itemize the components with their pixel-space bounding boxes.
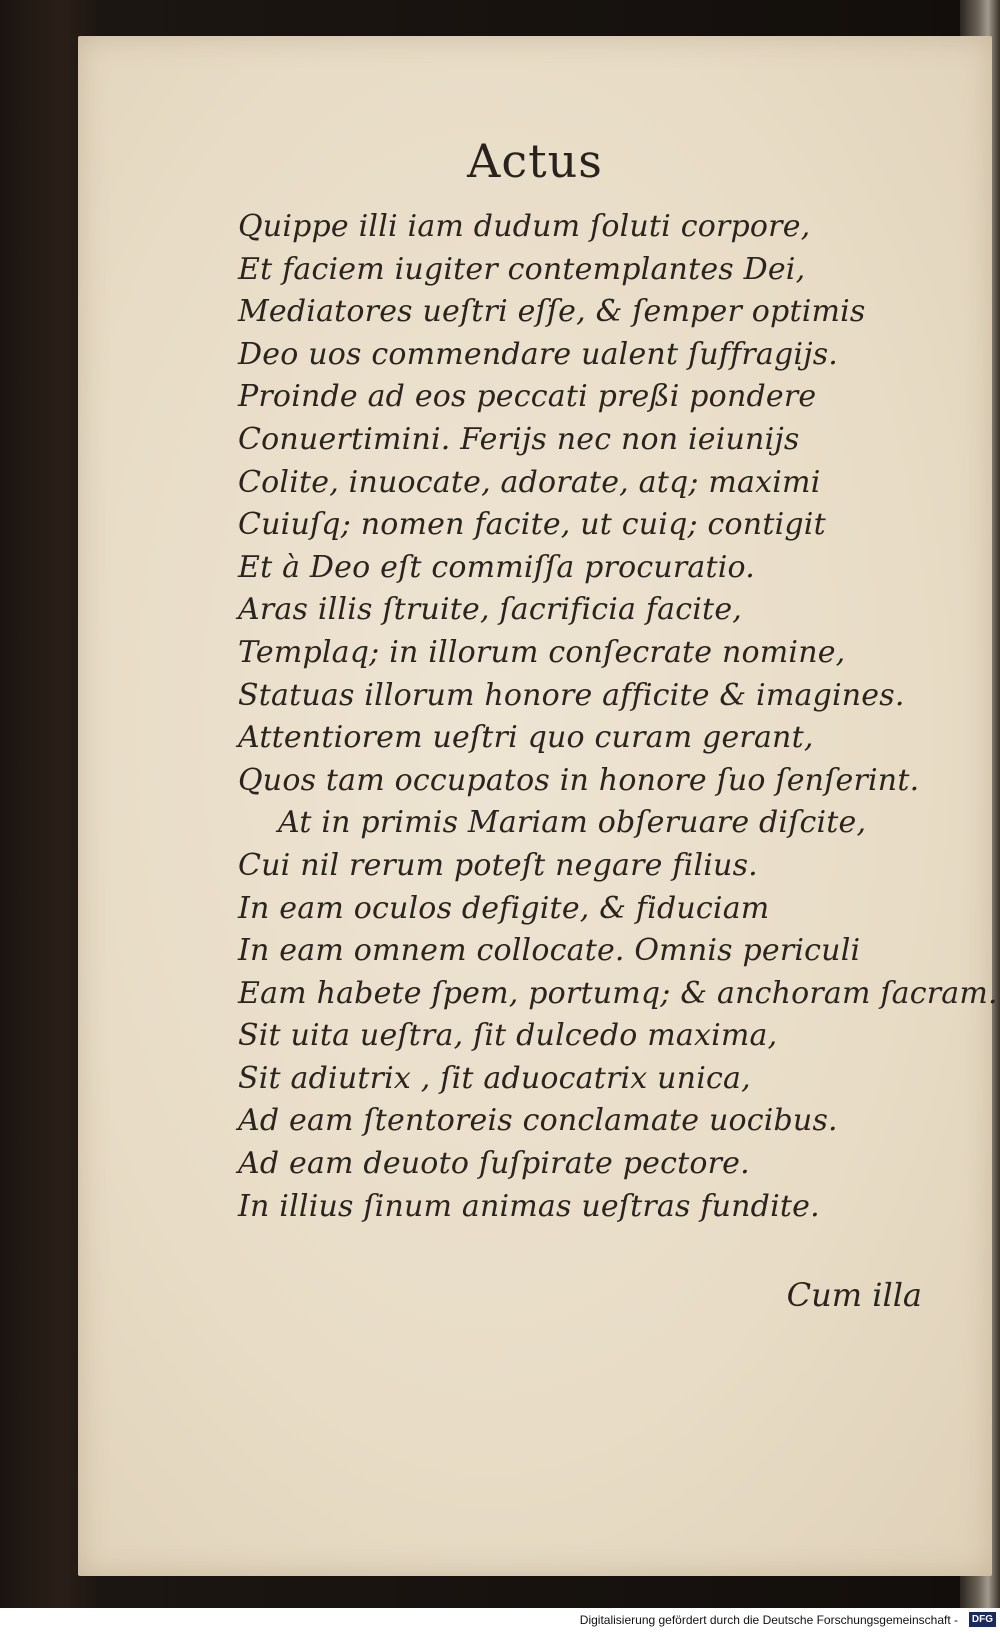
verse-line: Attentiorem ueſtri quo curam gerant, <box>238 720 814 756</box>
book-page <box>78 36 998 1576</box>
running-head: Actus <box>467 134 603 188</box>
verse-line-indented: At in primis Mariam obſeruare diſcite, <box>278 805 867 841</box>
verse-line: Sit uita ueſtra, ſit dulcedo maxima, <box>238 1018 778 1054</box>
verse-line: Conuertimini. Ferijs nec non ieiunijs <box>238 421 800 457</box>
digitization-footer <box>0 1608 1000 1633</box>
verse-line: In eam oculos defigite, & fiduciam <box>238 890 770 926</box>
verse-line: Templaq; in illorum conſecrate nomine, <box>238 634 846 670</box>
verse-list <box>238 206 998 1228</box>
verse-line: Aras illis ſtruite, ſacrificia facite, <box>238 592 743 628</box>
verse-line: Quippe illi iam dudum ſoluti corpore, <box>238 209 811 244</box>
verse-line: Quos tam occupatos in honore ſuo ſenſerint. <box>238 762 920 798</box>
verse-line: Ad eam ſtentoreis conclamate uocibus. <box>238 1103 838 1139</box>
verse-line: In eam omnem collocate. Omnis periculi <box>238 933 861 969</box>
verse-line: Deo uos commendare ualent ſuffragijs. <box>238 336 839 372</box>
verse-line: Colite, inuocate, adorate, atq; maximi <box>238 464 821 500</box>
catchword: Cum illa <box>786 1276 922 1314</box>
verse-line: Et faciem iugiter contemplantes Dei, <box>238 251 806 287</box>
verse-line: Statuas illorum honore afficite & imagines. <box>238 677 905 713</box>
verse-line: In illius ſinum animas ueſtras fundite. <box>238 1188 820 1224</box>
verse-line: Et à Deo eſt commiſſa procuratio. <box>238 549 756 585</box>
verse-line: Mediatores ueſtri eſſe, & ſemper optimis <box>238 294 866 330</box>
verse-line: Eam habete ſpem, portumq; & anchoram ſacram. <box>238 975 998 1011</box>
verse-line: Cuiuſq; nomen facite, ut cuiq; contigit <box>238 507 826 543</box>
verse-line: Sit adiutrix , ſit aduocatrix unica, <box>238 1060 751 1096</box>
verse-line: Proinde ad eos peccati preßi pondere <box>238 379 817 415</box>
verse-line: Cui nil rerum poteſt negare filius. <box>238 847 758 883</box>
verse-line: Ad eam deuoto ſuſpirate pectore. <box>238 1146 750 1182</box>
funding-credit: Digitalisierung gefördert durch die Deutsche Forschungsgemeinschaft - <box>579 1613 958 1627</box>
dfg-logo: DFG <box>969 1612 996 1627</box>
